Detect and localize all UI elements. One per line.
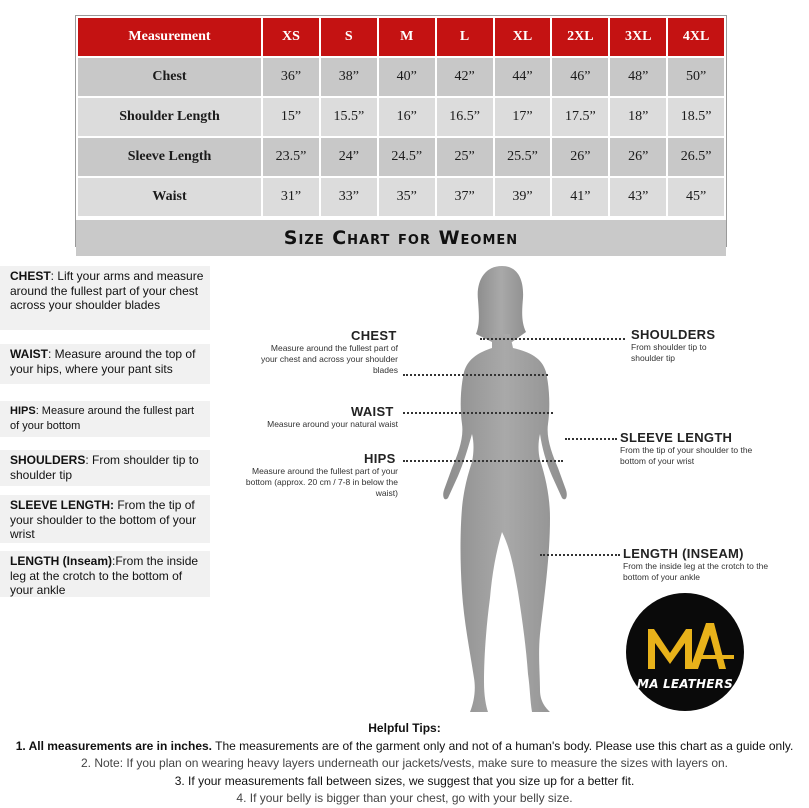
tip-item [0, 738, 809, 756]
tip-text: 3. If your measurements fall between sizes, we suggest that you size up for a better fit. [174, 773, 635, 788]
table-cell: 26” [609, 137, 667, 177]
header-size: 2XL [551, 17, 609, 57]
callout-hips-title: HIPS [364, 451, 396, 466]
callout-chest-text: Measure around the fullest part of your chest and across your shoulder blades [260, 343, 398, 375]
callout-shoulders-title: SHOULDERS [631, 327, 716, 342]
definition-text: : Measure around the fullest part of your bottom [10, 405, 195, 432]
row-label: Sleeve Length [77, 137, 262, 177]
table-cell: 37” [436, 177, 494, 217]
row-label: Waist [77, 177, 262, 217]
table-cell: 15.5” [320, 97, 378, 137]
tips-title: Helpful Tips: [368, 721, 441, 735]
definition-label: LENGTH (Inseam) [10, 554, 113, 568]
body-silhouette [380, 262, 610, 717]
header-size: XL [494, 17, 552, 57]
definition-sleeve-length [0, 495, 210, 543]
header-size: S [320, 17, 378, 57]
table-cell: 23.5” [262, 137, 320, 177]
tip-text: 4. If your belly is bigger than your chest, go with your belly size. [236, 791, 573, 805]
definition-length-inseam [0, 551, 210, 597]
definition-text: : Measure around the top of your hips, where your pant sits [10, 347, 196, 376]
table-row [77, 57, 725, 97]
ma-monogram-icon [626, 593, 744, 711]
tip-item [0, 755, 809, 773]
table-row [77, 137, 725, 177]
tip-text: The measurements are of the garment only and not of a human's body. Please use this chart as a guide only. [212, 738, 794, 753]
helpful-tips [0, 720, 809, 808]
definition-waist [0, 344, 210, 384]
callout-waist-title: WAIST [351, 404, 394, 419]
table-cell: 41” [551, 177, 609, 217]
table-cell: 18.5” [667, 97, 725, 137]
table-cell: 48” [609, 57, 667, 97]
definition-text: : Lift your arms and measure around the fullest part of your chest across your shoulder blades [10, 269, 204, 312]
table-cell: 25” [436, 137, 494, 177]
table-cell: 15” [262, 97, 320, 137]
definition-label: SLEEVE LENGTH: [10, 498, 115, 512]
table-cell: 46” [551, 57, 609, 97]
shoulders-guide-line [480, 338, 625, 340]
tip-lead: 1. All measurements are in inches. [15, 738, 212, 753]
definition-label: CHEST [10, 269, 51, 283]
table-cell: 18” [609, 97, 667, 137]
table-cell: 43” [609, 177, 667, 217]
callout-shoulders-text: From shoulder tip to shoulder tip [631, 342, 707, 363]
definition-chest [0, 266, 210, 330]
callout-waist-text: Measure around your natural waist [267, 419, 398, 429]
callout-sleeve-text: From the tip of your shoulder to the bottom of your wrist [620, 445, 753, 466]
table-cell: 40” [378, 57, 436, 97]
row-label: Chest [77, 57, 262, 97]
definition-text: :From the inside leg at the crotch to the bottom of your ankle [10, 554, 199, 597]
table-cell: 31” [262, 177, 320, 217]
definition-text: : From shoulder tip to shoulder tip [10, 453, 199, 482]
definition-label: HIPS [10, 405, 36, 417]
table-row [77, 177, 725, 217]
waist-guide-line [403, 412, 553, 414]
tip-text: 2. Note: If you plan on wearing heavy layers underneath our jackets/vests, make sure to measure the sizes with layers on. [81, 756, 728, 770]
table-cell: 45” [667, 177, 725, 217]
table-cell: 36” [262, 57, 320, 97]
logo-text: MA LEATHERS [637, 677, 733, 691]
callout-length-title: LENGTH (INSEAM) [623, 546, 744, 561]
length-guide-line [540, 554, 620, 556]
size-chart-table [75, 15, 727, 247]
table-cell: 16.5” [436, 97, 494, 137]
header-measurement: Measurement [77, 17, 262, 57]
definition-hips [0, 401, 210, 437]
header-size: 4XL [667, 17, 725, 57]
hips-guide-line [403, 460, 563, 462]
table-cell: 26.5” [667, 137, 725, 177]
table-cell: 39” [494, 177, 552, 217]
sleeve-guide-line [565, 438, 617, 440]
callout-chest-title: CHEST [351, 328, 397, 343]
callout-hips-text: Measure around the fullest part of your bottom (approx. 20 cm / 7-8 in below the waist) [245, 466, 398, 498]
definition-shoulders [0, 450, 210, 486]
table-cell: 25.5” [494, 137, 552, 177]
callout-length-text: From the inside leg at the crotch to the bottom of your ankle [623, 561, 769, 582]
tip-item [0, 773, 809, 791]
definition-label: WAIST [10, 347, 48, 361]
table-cell: 16” [378, 97, 436, 137]
table-header-row [77, 17, 725, 57]
row-label: Shoulder Length [77, 97, 262, 137]
header-size: M [378, 17, 436, 57]
table-cell: 50” [667, 57, 725, 97]
chest-guide-line [403, 374, 548, 376]
table-cell: 38” [320, 57, 378, 97]
definition-text: From the tip of your shoulder to the bottom of your wrist [10, 498, 197, 541]
tip-item [0, 790, 809, 808]
table-row [77, 97, 725, 137]
table-caption: Size Chart for Weomen [76, 218, 726, 256]
table-cell: 24.5” [378, 137, 436, 177]
header-size: 3XL [609, 17, 667, 57]
table-cell: 42” [436, 57, 494, 97]
table-cell: 26” [551, 137, 609, 177]
header-size: XS [262, 17, 320, 57]
table-cell: 24” [320, 137, 378, 177]
definition-label: SHOULDERS [10, 453, 86, 467]
table-cell: 44” [494, 57, 552, 97]
header-size: L [436, 17, 494, 57]
table-cell: 17” [494, 97, 552, 137]
table-cell: 33” [320, 177, 378, 217]
table-cell: 35” [378, 177, 436, 217]
table-cell: 17.5” [551, 97, 609, 137]
callout-sleeve-title: SLEEVE LENGTH [620, 430, 733, 445]
ma-leathers-logo [626, 593, 744, 711]
